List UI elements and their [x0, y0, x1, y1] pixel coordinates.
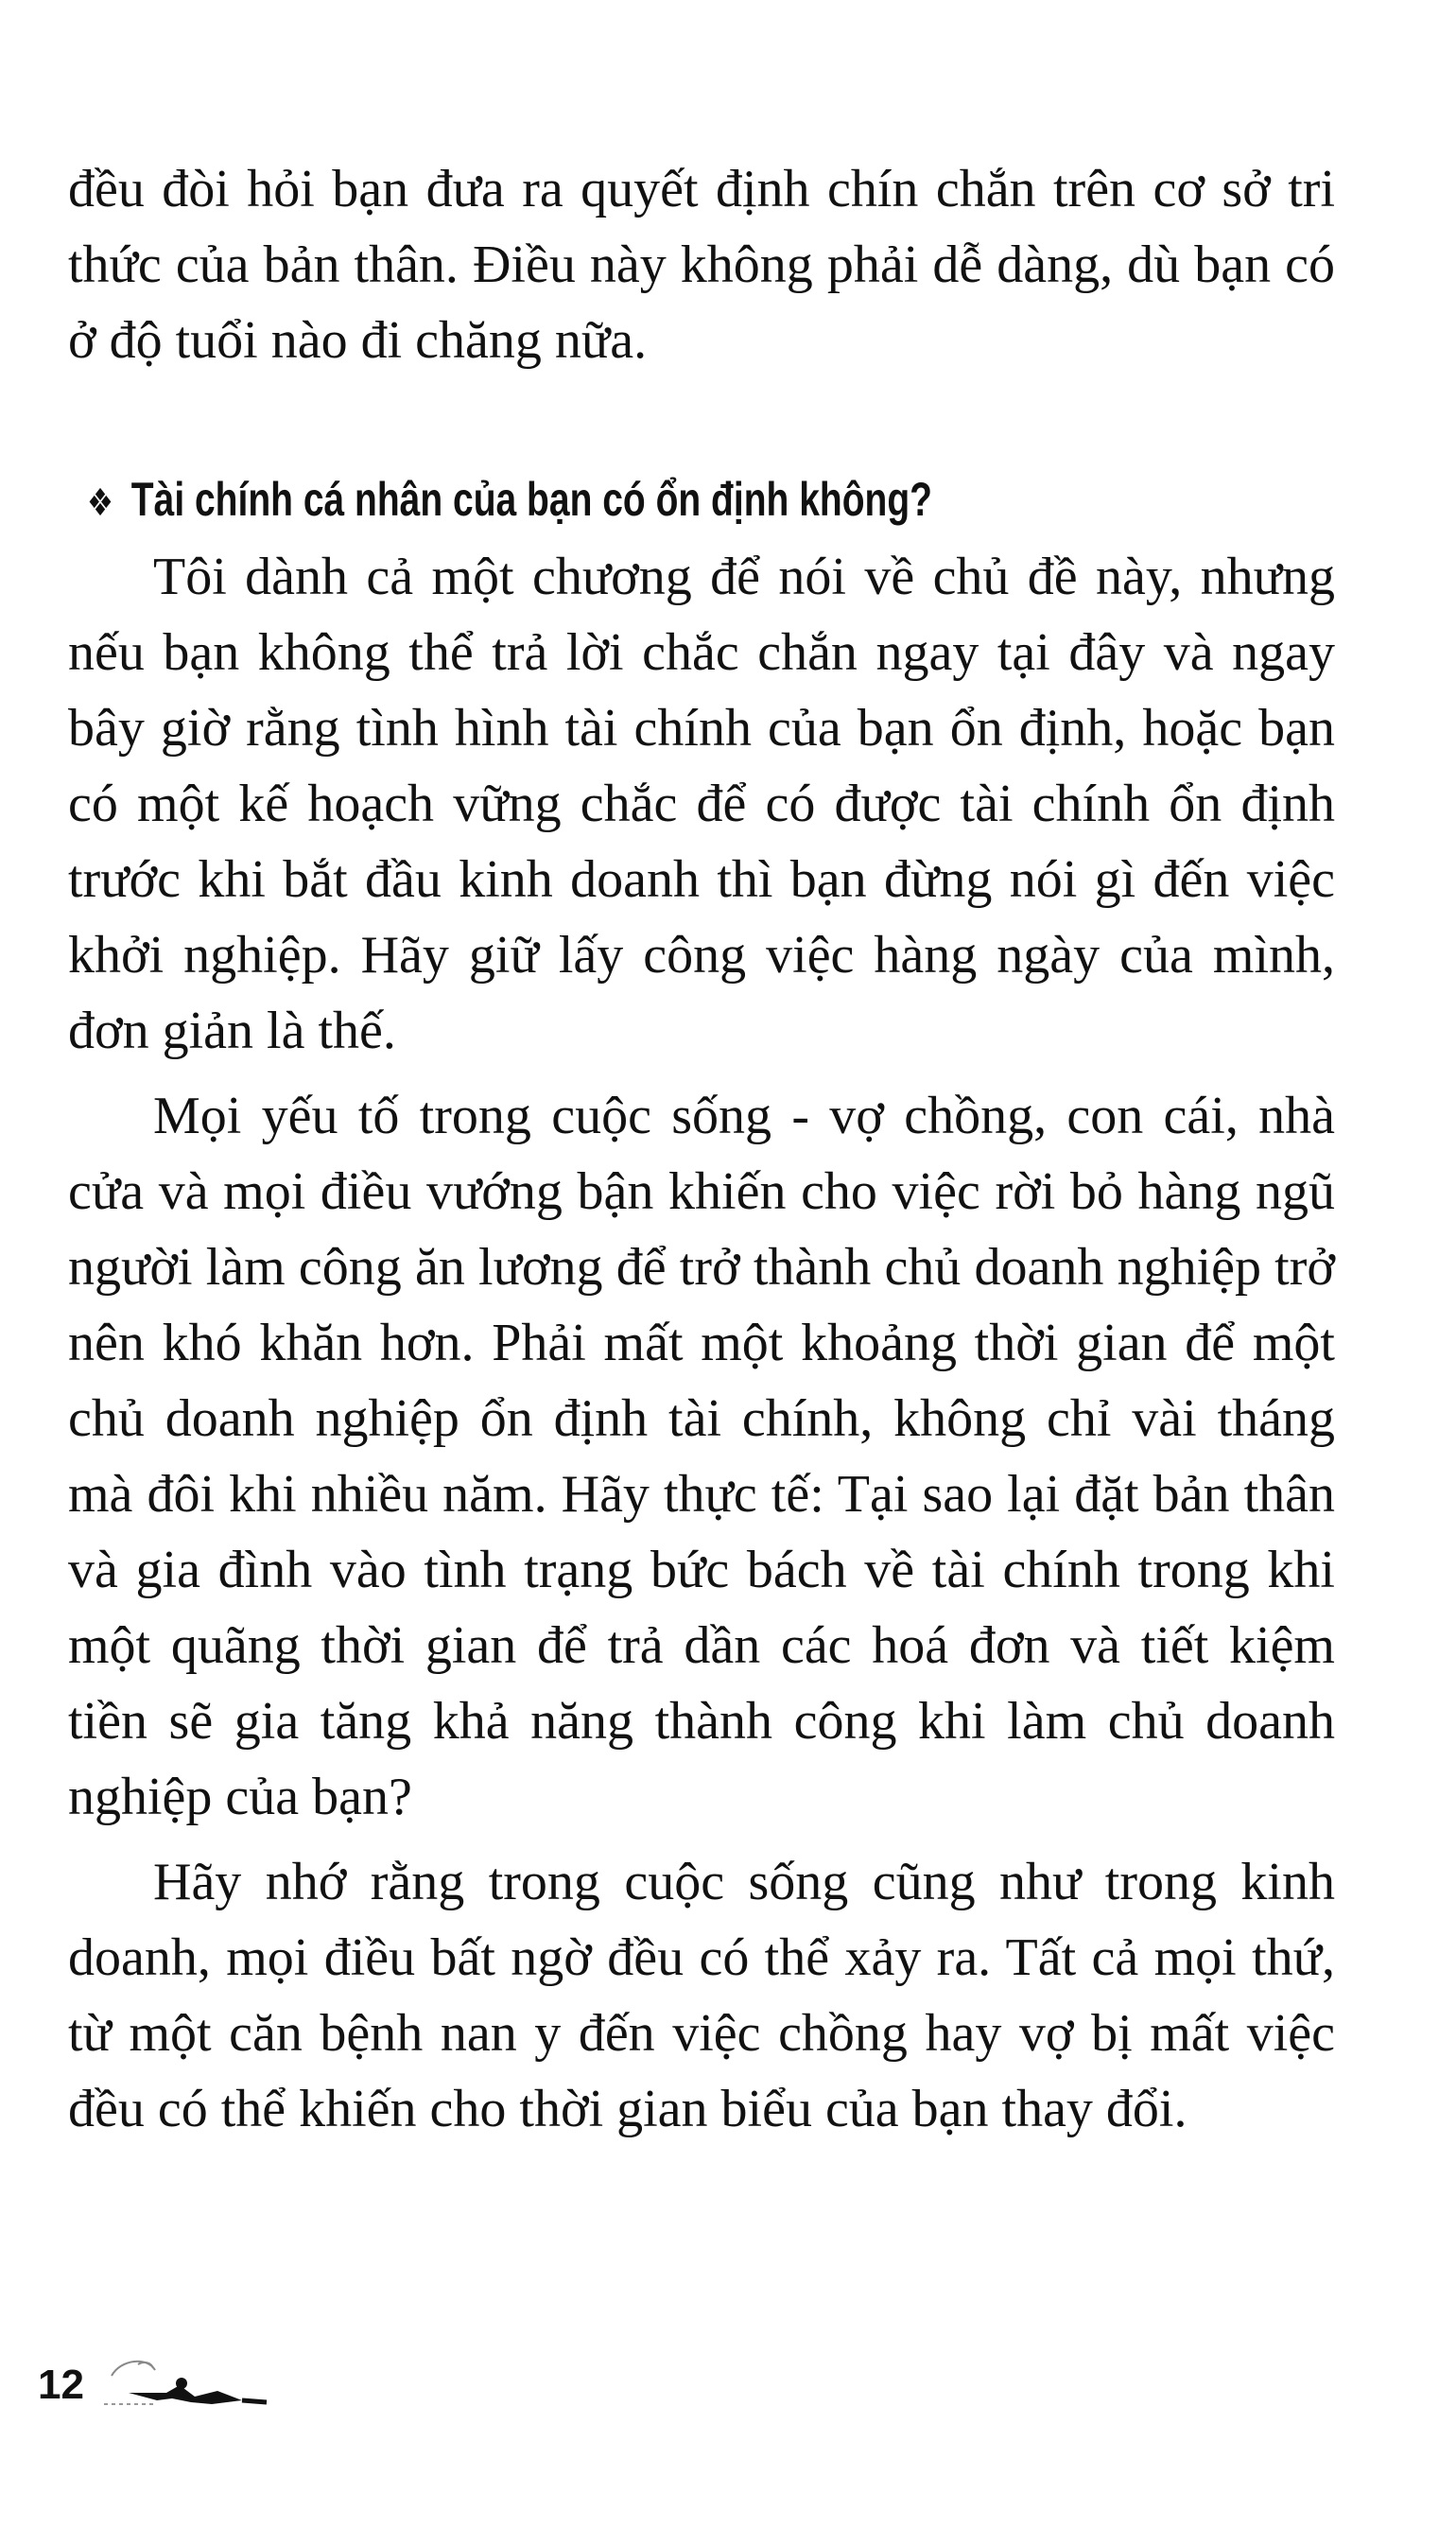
intro-paragraph: đều đòi hỏi bạn đưa ra quyết định chín chắn trên cơ sở tri thức của bản thân. Điều này không phải dễ dàng, dù bạn có ở độ tuổi nào đi chăng nữa.	[68, 160, 1335, 370]
body-paragraph: Tôi dành cả một chương để nói về chủ đề này, nhưng nếu bạn không thể trả lời chắc chắn ngay tại đây và ngay bây giờ rằng tình hình tài chính của bạn ổn định, hoặc bạn có một kế hoạch vững chắc để có được tài chính ổn định trước khi bắt đầu kinh doanh thì bạn đừng nói gì đến việc khởi nghiệp. Hãy giữ lấy công việc hàng ngày của mình, đơn giản là thế.	[68, 548, 1335, 1060]
body-paragraph: Hãy nhớ rằng trong cuộc sống cũng như trong kinh doanh, mọi điều bất ngờ đều có thể xảy ra. Tất cả mọi thứ, từ một căn bệnh nan y đến việc chồng hay vợ bị mất việc đều có thể khiến cho thời gian biểu của bạn thay đổi.	[68, 1853, 1335, 2138]
body-paragraph: Mọi yếu tố trong cuộc sống - vợ chồng, con cái, nhà cửa và mọi điều vướng bận khiến cho việc rời bỏ hàng ngũ người làm công ăn lương để trở thành chủ doanh nghiệp trở nên khó khăn hơn. Phải mất một khoảng thời gian để một chủ doanh nghiệp ổn định tài chính, không chỉ vài tháng mà đôi khi nhiều năm. Hãy thực tế: Tại sao lại đặt bản thân và gia đình vào tình trạng bức bách về tài chính trong khi một quãng thời gian để trả dần các hoá đơn và tiết kiệm tiền sẽ gia tăng khả năng thành công khi làm chủ doanh nghiệp của bạn?	[68, 1087, 1335, 1826]
running-figure-icon	[100, 2349, 270, 2420]
section-heading	[87, 462, 1075, 541]
diamond-bullet-icon: ❖	[87, 480, 113, 525]
intro-text	[68, 151, 1335, 378]
page-footer	[38, 2349, 321, 2425]
page-number: 12	[38, 2362, 84, 2408]
section-heading-text: Tài chính cá nhân của bạn có ổn định không?	[130, 473, 933, 526]
body-text	[68, 539, 1335, 2147]
